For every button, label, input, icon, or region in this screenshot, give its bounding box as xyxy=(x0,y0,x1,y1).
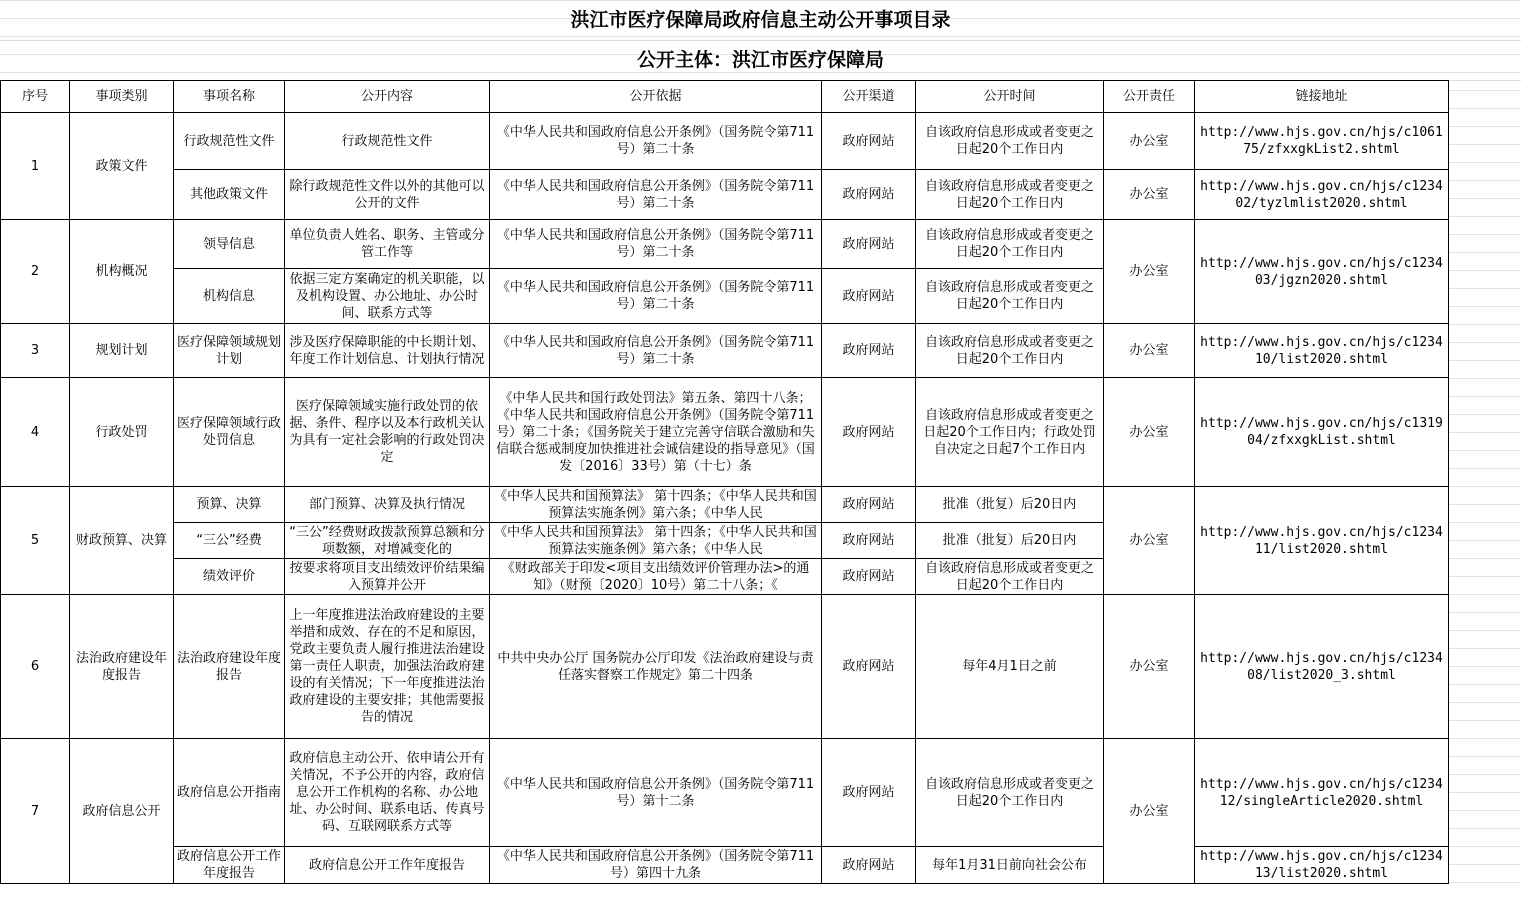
row-number: 6 xyxy=(1,595,70,739)
item-time: 每年1月31日前向社会公布 xyxy=(916,847,1104,884)
item-name: 预算、决算 xyxy=(174,487,285,523)
item-time: 自该政府信息形成或者变更之日起20个工作日内 xyxy=(916,170,1104,220)
item-name: 法治政府建设年度报告 xyxy=(174,595,285,739)
item-channel: 政府网站 xyxy=(822,378,916,487)
item-link[interactable]: http://www.hjs.gov.cn/hjs/c123408/list2020_3.shtml xyxy=(1195,595,1449,739)
table-row xyxy=(1,170,1449,220)
header-row xyxy=(1,81,1449,113)
item-link[interactable]: http://www.hjs.gov.cn/hjs/c123410/list2020.shtml xyxy=(1195,324,1449,378)
item-content: “三公”经费财政拨款预算总额和分项数额，对增减变化的 xyxy=(289,524,485,557)
item-content: 医疗保障领域实施行政处罚的依据、条件、程序以及本行政机关认为具有一定社会影响的行政处罚决定 xyxy=(285,378,490,487)
table-row xyxy=(1,220,1449,269)
item-responsibility: 办公室 xyxy=(1104,113,1195,170)
item-content: 按要求将项目支出绩效评价结果编入预算并公开 xyxy=(289,560,485,593)
item-basis: 《中华人民共和国政府信息公开条例》（国务院令第711号）第二十条 xyxy=(490,269,822,324)
table-row xyxy=(1,595,1449,739)
row-number: 1 xyxy=(1,113,70,220)
item-content: 政府信息公开工作年度报告 xyxy=(285,847,490,884)
item-channel: 政府网站 xyxy=(822,487,916,523)
item-category: 政府信息公开 xyxy=(70,739,174,884)
header-link: 链接地址 xyxy=(1195,81,1449,113)
item-time: 自该政府信息形成或者变更之日起20个工作日内 xyxy=(916,220,1104,269)
item-content: 上一年度推进法治政府建设的主要举措和成效、存在的不足和原因，党政主要负责人履行推进法治建设第一责任人职责，加强法治政府建设的有关情况；下一年度推进法治政府建设的主要安排；其他需要报告的情况 xyxy=(289,608,485,725)
item-time: 批准（批复）后20日内 xyxy=(916,487,1104,523)
row-number: 3 xyxy=(1,324,70,378)
item-basis: 《中华人民共和国政府信息公开条例》（国务院令第711号）第二十条 xyxy=(490,324,822,378)
item-content: 单位负责人姓名、职务、主管或分管工作等 xyxy=(285,220,490,269)
item-link[interactable]: http://www.hjs.gov.cn/hjs/c131904/zfxxgkList.shtml xyxy=(1195,378,1449,487)
item-channel: 政府网站 xyxy=(822,847,916,884)
item-basis: 中共中央办公厅 国务院办公厅印发《法治政府建设与责任落实督察工作规定》第二十四条 xyxy=(490,595,822,739)
row-number: 7 xyxy=(1,739,70,884)
item-channel: 政府网站 xyxy=(822,559,916,595)
item-name: 医疗保障领域规划计划 xyxy=(174,324,285,378)
item-link[interactable]: http://www.hjs.gov.cn/hjs/c123412/singleArticle2020.shtml xyxy=(1195,739,1449,847)
item-name: 政府信息公开指南 xyxy=(174,739,285,847)
item-name: 政府信息公开工作年度报告 xyxy=(174,847,285,884)
row-number: 5 xyxy=(1,487,70,595)
item-time: 自该政府信息形成或者变更之日起20个工作日内；行政处罚自决定之日起7个工作日内 xyxy=(916,378,1104,487)
item-basis: 《中华人民共和国政府信息公开条例》（国务院令第711号）第二十条 xyxy=(490,113,822,170)
item-channel: 政府网站 xyxy=(822,113,916,170)
item-channel: 政府网站 xyxy=(822,595,916,739)
item-basis: 《中华人民共和国政府信息公开条例》（国务院令第711号）第十二条 xyxy=(490,739,822,847)
item-time: 自该政府信息形成或者变更之日起20个工作日内 xyxy=(916,324,1104,378)
page-subtitle: 公开主体：洪江市医疗保障局 xyxy=(0,40,1521,81)
table-row xyxy=(1,378,1449,487)
item-responsibility: 办公室 xyxy=(1104,487,1195,595)
header-name: 事项名称 xyxy=(174,81,285,113)
item-name: 机构信息 xyxy=(174,269,285,324)
item-basis: 《财政部关于印发<项目支出绩效评价管理办法>的通知》（财预〔2020〕10号）第二十八条；《 xyxy=(501,560,810,593)
item-responsibility: 办公室 xyxy=(1104,170,1195,220)
catalog-table xyxy=(0,80,1449,884)
table-row xyxy=(1,487,1449,523)
item-link[interactable]: http://www.hjs.gov.cn/hjs/c123411/list2020.shtml xyxy=(1195,487,1449,595)
item-name: “三公”经费 xyxy=(174,523,285,559)
item-responsibility: 办公室 xyxy=(1104,220,1195,324)
item-basis: 《中华人民共和国政府信息公开条例》（国务院令第711号）第二十条 xyxy=(490,220,822,269)
item-responsibility: 办公室 xyxy=(1104,595,1195,739)
item-time: 自该政府信息形成或者变更之日起20个工作日内 xyxy=(916,559,1104,595)
table-row xyxy=(1,113,1449,170)
item-time: 每年4月1日之前 xyxy=(916,595,1104,739)
item-category: 机构概况 xyxy=(70,220,174,324)
item-basis: 《中华人民共和国政府信息公开条例》（国务院令第711号）第二十条 xyxy=(490,170,822,220)
item-name: 其他政策文件 xyxy=(174,170,285,220)
item-responsibility: 办公室 xyxy=(1104,739,1195,884)
item-category: 行政处罚 xyxy=(70,378,174,487)
header-channel: 公开渠道 xyxy=(822,81,916,113)
item-content: 部门预算、决算及执行情况 xyxy=(285,487,490,523)
table-row xyxy=(1,739,1449,847)
item-time: 自该政府信息形成或者变更之日起20个工作日内 xyxy=(916,739,1104,847)
item-name: 绩效评价 xyxy=(174,559,285,595)
table-row xyxy=(1,324,1449,378)
item-category: 法治政府建设年度报告 xyxy=(70,595,174,739)
item-name: 行政规范性文件 xyxy=(174,113,285,170)
item-content: 行政规范性文件 xyxy=(285,113,490,170)
item-responsibility: 办公室 xyxy=(1104,324,1195,378)
row-number: 4 xyxy=(1,378,70,487)
item-name: 领导信息 xyxy=(174,220,285,269)
item-content: 除行政规范性文件以外的其他可以公开的文件 xyxy=(285,170,490,220)
header-category: 事项类别 xyxy=(70,81,174,113)
item-basis: 《中华人民共和国预算法》 第十四条；《中华人民共和国预算法实施条例》第六条；《中华人民 xyxy=(494,488,817,521)
item-basis: 《中华人民共和国预算法》 第十四条；《中华人民共和国预算法实施条例》第六条；《中华人民 xyxy=(494,524,817,557)
item-channel: 政府网站 xyxy=(822,324,916,378)
item-content: 依据三定方案确定的机关职能，以及机构设置、办公地址、办公时间、联系方式等 xyxy=(289,271,485,321)
item-content: 涉及医疗保障职能的中长期计划、年度工作计划信息、计划执行情况 xyxy=(289,334,485,367)
item-category: 财政预算、决算 xyxy=(70,487,174,595)
item-time: 自该政府信息形成或者变更之日起20个工作日内 xyxy=(916,269,1104,324)
header-basis: 公开依据 xyxy=(490,81,822,113)
item-channel: 政府网站 xyxy=(822,739,916,847)
item-time: 批准（批复）后20日内 xyxy=(916,523,1104,559)
item-channel: 政府网站 xyxy=(822,523,916,559)
item-basis: 《中华人民共和国政府信息公开条例》（国务院令第711号）第四十九条 xyxy=(490,847,822,884)
item-category: 规划计划 xyxy=(70,324,174,378)
item-time: 自该政府信息形成或者变更之日起20个工作日内 xyxy=(916,113,1104,170)
header-time: 公开时间 xyxy=(916,81,1104,113)
item-link[interactable]: http://www.hjs.gov.cn/hjs/c123402/tyzlmlist2020.shtml xyxy=(1195,170,1449,220)
item-link[interactable]: http://www.hjs.gov.cn/hjs/c106175/zfxxgkList2.shtml xyxy=(1195,113,1449,170)
item-basis: 《中华人民共和国行政处罚法》第五条、第四十八条；《中华人民共和国政府信息公开条例》（国务院令第711号）第二十条；《国务院关于建立完善守信联合激励和失信联合惩戒制度加快推进社会诚信建设的指导意见》（国发〔2016〕33号）第（十七）条 xyxy=(496,390,815,474)
header-no: 序号 xyxy=(1,81,70,113)
header-responsibility: 公开责任 xyxy=(1104,81,1195,113)
item-name: 医疗保障领域行政处罚信息 xyxy=(174,378,285,487)
item-link[interactable]: http://www.hjs.gov.cn/hjs/c123413/list2020.shtml xyxy=(1195,847,1449,884)
item-channel: 政府网站 xyxy=(822,269,916,324)
row-number: 2 xyxy=(1,220,70,324)
item-category: 政策文件 xyxy=(70,113,174,220)
header-content: 公开内容 xyxy=(285,81,490,113)
page-title: 洪江市医疗保障局政府信息主动公开事项目录 xyxy=(0,0,1521,41)
item-link[interactable]: http://www.hjs.gov.cn/hjs/c123403/jgzn2020.shtml xyxy=(1195,220,1449,324)
item-responsibility: 办公室 xyxy=(1104,378,1195,487)
item-content: 政府信息主动公开、依申请公开有关情况，不予公开的内容，政府信息公开工作机构的名称、办公地址、办公时间、联系电话、传真号码、互联网联系方式等 xyxy=(289,751,485,834)
item-channel: 政府网站 xyxy=(822,220,916,269)
item-channel: 政府网站 xyxy=(822,170,916,220)
table-row xyxy=(1,847,1449,884)
